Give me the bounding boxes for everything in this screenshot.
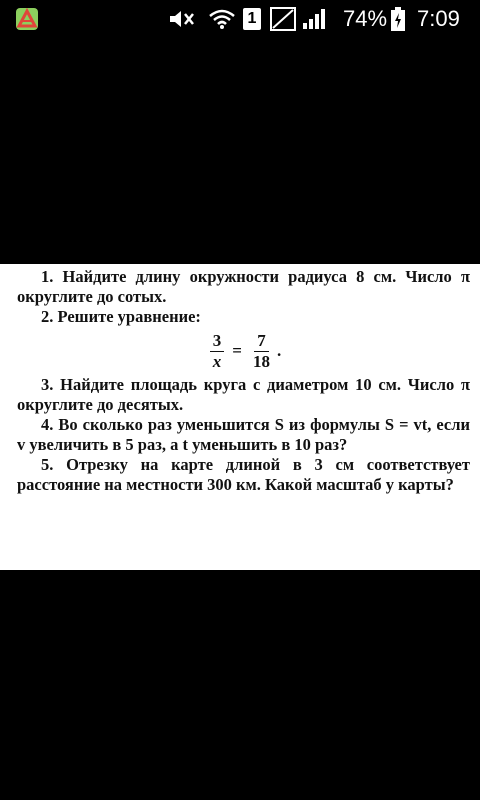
problem-text: Найдите длину окружности радиуса 8 см. Число π округлите до сотых. — [17, 267, 470, 306]
equals-sign: = — [232, 341, 242, 360]
rhs-numerator: 7 — [254, 331, 269, 352]
clock: 7:09 — [417, 6, 460, 31]
signal-outline-icon — [270, 0, 296, 38]
problem-1 — [17, 267, 470, 307]
battery-percent: 74% — [343, 6, 388, 31]
equation-period: . — [276, 341, 282, 360]
problem-text: Решите уравнение: — [57, 307, 201, 326]
problem-5 — [17, 455, 470, 495]
problem-text: Во сколько раз уменьшится S из формулы S = vt, если v увеличить в 5 раз, а t уменьшить в 10 раз? — [17, 415, 470, 454]
worksheet-image — [0, 264, 480, 570]
problem-number: 2. — [41, 307, 54, 326]
equation — [17, 327, 470, 375]
app-notification-icon — [16, 8, 38, 30]
battery-charging-icon — [391, 0, 405, 38]
problem-number: 5. — [41, 455, 54, 474]
lhs-denominator: x — [212, 351, 222, 371]
problem-2 — [17, 307, 470, 327]
sim-slot-icon — [243, 0, 261, 38]
problem-number: 4. — [41, 415, 54, 434]
problem-text: Найдите площадь круга с диаметром 10 см. Число π округлите до десятых. — [17, 375, 471, 414]
mute-icon — [168, 0, 196, 38]
problem-text: Отрезку на карте длиной в 3 см соответствует расстояние на местности 300 км. Какой масштаб у карты? — [17, 455, 470, 494]
fraction-rhs — [250, 331, 273, 372]
problem-number: 3. — [41, 375, 54, 394]
wifi-icon — [209, 0, 235, 38]
status-bar — [0, 0, 480, 38]
rhs-denominator: 18 — [252, 351, 270, 371]
problem-4 — [17, 415, 470, 455]
problem-3 — [17, 375, 470, 415]
sim-slot-label: 1 — [243, 8, 261, 30]
cell-signal-icon — [302, 0, 326, 38]
fraction-lhs — [210, 331, 225, 372]
problem-number: 1. — [41, 267, 54, 286]
lhs-numerator: 3 — [210, 331, 225, 352]
